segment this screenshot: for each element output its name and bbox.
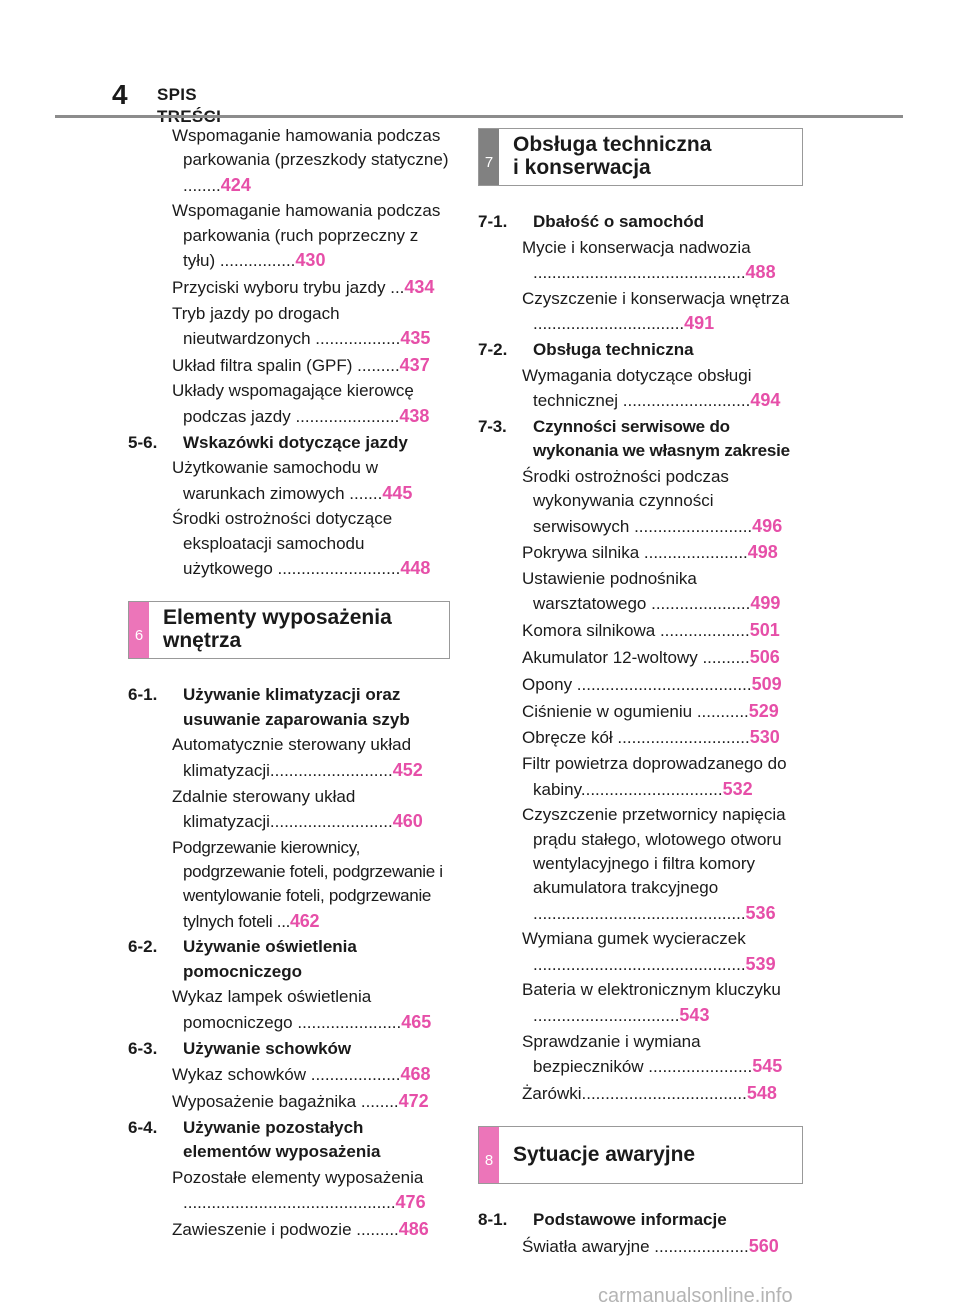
page-ref[interactable]: 437 — [399, 354, 430, 375]
toc-entry[interactable]: Zawieszenie i podwozie .........486 — [172, 1219, 429, 1240]
toc-entry[interactable]: Układy wspomagające kierowcę podczas jazdy ......................438 — [172, 381, 430, 426]
page-ref[interactable]: 488 — [745, 262, 776, 283]
header-divider — [55, 115, 903, 118]
page-ref[interactable]: 496 — [752, 515, 783, 536]
section-heading-6-3[interactable]: 6-3. Używanie schowków — [128, 1038, 352, 1058]
toc-entry[interactable]: Ustawienie podnośnika warsztatowego .....................499 — [522, 569, 781, 614]
toc-entry[interactable]: Wyposażenie bagażnika ........472 — [172, 1091, 429, 1112]
toc-entry[interactable]: Obręcze kół ............................530 — [522, 727, 780, 748]
page-ref[interactable]: 530 — [749, 727, 780, 748]
toc-entry[interactable]: Tryb jazdy po drogach nieutwardzonych ..................435 — [172, 303, 431, 348]
page-ref[interactable]: 430 — [295, 249, 326, 270]
chapter-8-header[interactable] — [478, 1126, 803, 1184]
toc-entry[interactable]: Środki ostrożności podczas wykonywania czynności serwisowych .........................496 — [522, 466, 783, 536]
chapter-title: Obsługa techniczna i konserwacja — [513, 133, 712, 179]
toc-entry[interactable]: Pokrywa silnika ......................498 — [522, 542, 778, 563]
section-heading-7-2[interactable]: 7-2. Obsługa techniczna — [478, 339, 694, 359]
toc-entry[interactable]: Wymagania dotyczące obsługi technicznej ...........................494 — [522, 365, 781, 411]
chapter-6-header[interactable] — [128, 601, 450, 659]
toc-entry[interactable]: Wspomaganie hamowania podczas parkowania (ruch poprzeczny z tyłu) ................430 — [172, 201, 441, 270]
toc-entry[interactable]: Akumulator 12-woltowy ..........506 — [522, 647, 780, 668]
page-ref[interactable]: 501 — [749, 620, 780, 641]
toc-entry[interactable]: Użytkowanie samochodu w warunkach zimowych .......445 — [172, 458, 413, 503]
toc-entry[interactable]: Bateria w elektronicznym kluczyku ...............................543 — [522, 980, 781, 1025]
toc-entry[interactable]: Wykaz lampek oświetlenia pomocniczego ......................465 — [172, 987, 432, 1032]
toc-entry[interactable]: Wymiana gumek wycieraczek .............................................539 — [522, 929, 776, 974]
page-title: SPIS — [157, 85, 197, 104]
page-ref[interactable]: 448 — [400, 558, 431, 579]
toc-entry[interactable]: Sprawdzanie i wymiana bezpieczników ......................545 — [522, 1031, 783, 1076]
toc-entry[interactable]: Czyszczenie i konserwacja wnętrza ................................491 — [522, 288, 790, 334]
page-ref[interactable]: 486 — [398, 1219, 429, 1240]
chapter-tab: 8 — [479, 1127, 499, 1183]
chapter-7-header[interactable] — [478, 128, 803, 186]
page-ref[interactable]: 548 — [746, 1082, 777, 1103]
toc-entry[interactable]: Czyszczenie przetwornicy napięcia prądu stałego, wlotowego otworu wentylacyjnego i filtra komory akumulatora trakcyjnego .............................................536 — [522, 805, 786, 923]
page-ref[interactable]: 506 — [749, 647, 780, 668]
section-heading-8-1[interactable]: 8-1. Podstawowe informacje — [478, 1209, 727, 1229]
toc-entry[interactable]: Komora silnikowa ...................501 — [522, 620, 780, 641]
section-heading-6-4[interactable]: 6-4. Używanie pozostałych elementów wyposażenia — [128, 1117, 381, 1162]
toc-entry[interactable]: Wykaz schowków ...................468 — [172, 1064, 431, 1085]
page-ref[interactable]: 424 — [220, 174, 251, 195]
page-ref[interactable]: 545 — [752, 1055, 783, 1076]
toc-entry[interactable]: Filtr powietrza doprowadzanego do kabiny..............................532 — [522, 754, 787, 799]
page-ref[interactable]: 452 — [392, 759, 423, 780]
page-ref[interactable]: 438 — [399, 405, 430, 426]
section-heading-7-1[interactable]: 7-1. Dbałość o samochód — [478, 212, 704, 231]
page-ref[interactable]: 529 — [748, 700, 779, 721]
toc-entry[interactable]: Automatycznie sterowany układ klimatyzacji..........................452 — [172, 735, 423, 780]
watermark: carmanualsonline.info — [598, 1285, 793, 1307]
section-heading-7-3[interactable]: 7-3. Czynności serwisowe do wykonania we własnym zakresie — [478, 416, 790, 461]
chapter-title: Sytuacje awaryjne — [513, 1142, 696, 1166]
page-ref[interactable]: 465 — [401, 1011, 432, 1032]
toc-entry[interactable]: Opony .....................................509 — [522, 673, 782, 694]
page-ref[interactable]: 539 — [745, 953, 776, 974]
page-ref[interactable]: 476 — [395, 1192, 426, 1213]
page-ref[interactable]: 460 — [392, 810, 423, 831]
toc-left-column — [128, 124, 450, 1244]
chapter-title: Elementy wyposażenia wnętrza — [163, 606, 392, 653]
toc-entry[interactable]: Ciśnienie w ogumieniu ...........529 — [522, 700, 779, 721]
toc-entry[interactable]: Środki ostrożności dotyczące eksploatacji samochodu użytkowego ..........................448 — [172, 509, 431, 579]
section-heading-5-6[interactable]: 5-6. Wskazówki dotyczące jazdy — [128, 432, 408, 452]
toc-entry[interactable]: Żarówki...................................548 — [522, 1082, 777, 1103]
page-ref[interactable]: 472 — [398, 1091, 429, 1112]
toc-entry[interactable]: Podgrzewanie kierownicy, podgrzewanie foteli, podgrzewanie i wentylowanie foteli, podgrzewanie tylnych foteli ...462 — [172, 837, 443, 931]
page-ref[interactable]: 445 — [382, 482, 413, 503]
chapter-tab: 6 — [129, 602, 149, 658]
page-ref[interactable]: 462 — [290, 910, 320, 931]
page-ref[interactable]: 499 — [750, 593, 781, 614]
section-heading-6-2[interactable]: 6-2. Używanie oświetlenia pomocniczego — [128, 937, 357, 981]
toc-entry[interactable]: Mycie i konserwacja nadwozia .............................................488 — [522, 237, 776, 283]
toc-entry[interactable]: Zdalnie sterowany układ klimatyzacji..........................460 — [172, 786, 423, 831]
page-ref[interactable]: 543 — [679, 1004, 710, 1025]
page-number: 4 — [112, 79, 128, 110]
toc-entry[interactable]: Światła awaryjne ....................560 — [522, 1235, 779, 1256]
toc-group-top — [128, 124, 450, 429]
page-ref[interactable]: 498 — [747, 542, 778, 563]
toc-entry[interactable]: Przyciski wyboru trybu jazdy ...434 — [172, 276, 435, 297]
page-ref[interactable]: 434 — [404, 276, 435, 297]
page-ref[interactable]: 494 — [750, 390, 781, 411]
page-ref[interactable]: 560 — [748, 1235, 779, 1256]
chapter-tab: 7 — [479, 129, 499, 185]
page-ref[interactable]: 536 — [745, 902, 776, 923]
toc-right-column — [478, 124, 803, 1260]
section-heading-6-1[interactable]: 6-1. Używanie klimatyzacji oraz usuwanie zaparowania szyb — [128, 685, 410, 729]
page-ref[interactable]: 491 — [684, 313, 715, 334]
page-ref[interactable]: 509 — [751, 673, 782, 694]
toc-entry[interactable]: Pozostałe elementy wyposażenia .............................................476 — [172, 1167, 426, 1213]
toc-entry[interactable]: Układ filtra spalin (GPF) .........437 — [172, 354, 430, 375]
page-ref[interactable]: 468 — [400, 1064, 431, 1085]
page-ref[interactable]: 532 — [722, 778, 753, 799]
toc-entry[interactable]: Wspomaganie hamowania podczas parkowania (przeszkody statyczne) ........424 — [172, 126, 449, 195]
page-ref[interactable]: 435 — [400, 327, 431, 348]
